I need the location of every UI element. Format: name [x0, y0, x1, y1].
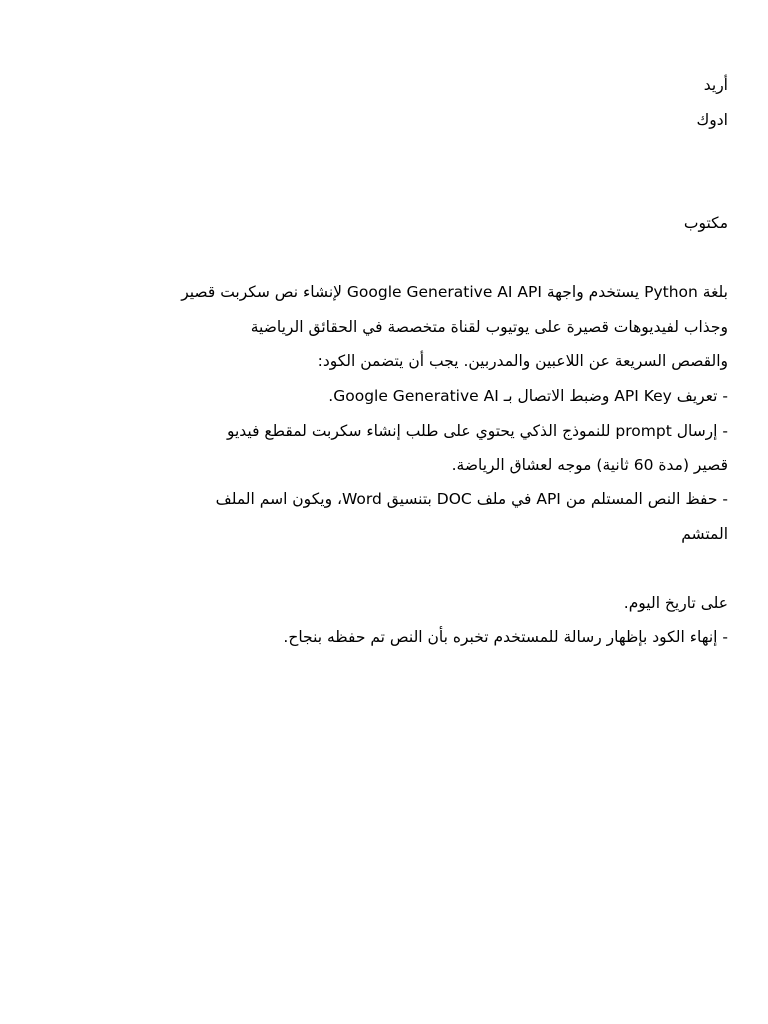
text-line: - إرسال prompt للنموذج الذكي يحتوي على طلب إنشاء سكربت لمقطع فيديو: [226, 422, 728, 440]
text-line: قصير (مدة 60 ثانية) موجه لعشاق الرياضة.: [451, 456, 728, 474]
text-line: ادوك: [696, 111, 728, 129]
text-line: أريد: [703, 76, 728, 94]
text-line: وجذاب لفيديوهات قصيرة على يوتيوب لقناة متخصصة في الحقائق الرياضية: [250, 318, 728, 336]
text-line: مكتوب: [683, 214, 728, 232]
text-line: المتشم: [681, 525, 728, 543]
text-line: - حفظ النص المستلم من API في ملف DOC بتنسيق Word، ويكون اسم الملف: [215, 490, 728, 508]
text-line: - تعريف API Key وضبط الاتصال بـ Google Generative AI.: [328, 387, 728, 405]
text-line: - إنهاء الكود بإظهار رسالة للمستخدم تخبره بأن النص تم حفظه بنجاح.: [283, 628, 728, 646]
text-line: والقصص السريعة عن اللاعبين والمدربين. يجب أن يتضمن الكود:: [317, 352, 728, 370]
text-line: بلغة Python يستخدم واجهة Google Generative AI API لإنشاء نص سكربت قصير: [181, 283, 728, 301]
text-line: على تاريخ اليوم.: [623, 594, 728, 612]
